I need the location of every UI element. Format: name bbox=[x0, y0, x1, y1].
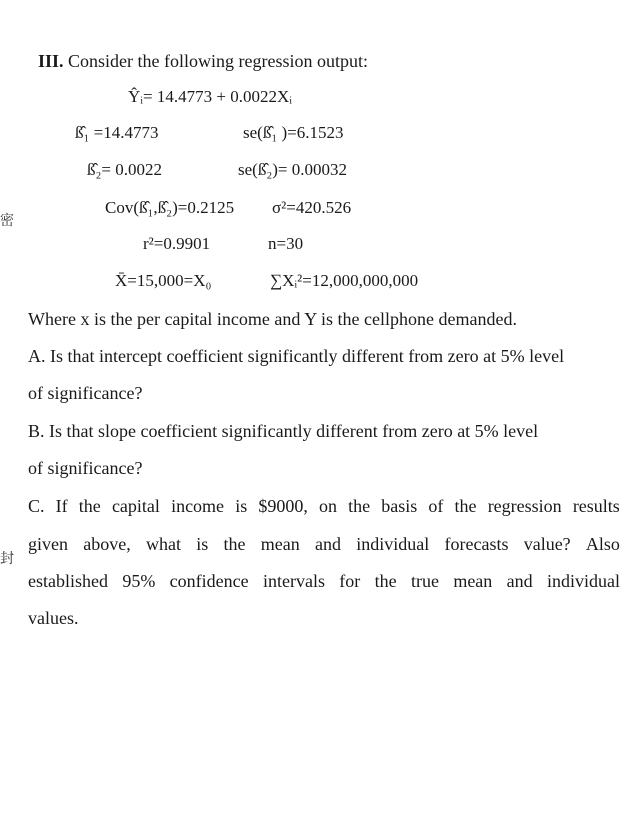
margin-mark-seal-2: 封 bbox=[0, 552, 14, 567]
word: for bbox=[339, 571, 361, 591]
part-c-line-2 bbox=[28, 533, 620, 555]
question-number: III. bbox=[38, 51, 64, 71]
word: the bbox=[374, 571, 397, 591]
word: on bbox=[318, 496, 337, 516]
word: value? bbox=[523, 534, 571, 554]
word: and bbox=[506, 571, 533, 591]
word: established bbox=[28, 571, 108, 591]
word: the bbox=[223, 534, 246, 554]
word: individual bbox=[546, 571, 620, 591]
word: is bbox=[235, 496, 248, 516]
word: income bbox=[171, 496, 225, 516]
word: individual bbox=[356, 534, 430, 554]
r-squared: r²=0.9901 bbox=[143, 234, 211, 253]
word: the bbox=[78, 496, 101, 516]
part-a-line-2: of significance? bbox=[28, 383, 143, 403]
word: the bbox=[454, 496, 477, 516]
part-c-line-1 bbox=[28, 495, 620, 517]
word: mean bbox=[260, 534, 300, 554]
part-b-line-1: B. Is that slope coefficient significantly different from zero at 5% level bbox=[28, 421, 539, 441]
word: 95% bbox=[122, 571, 156, 591]
regression-equation: Ŷᵢ= 14.4773 + 0.0022Xᵢ bbox=[128, 87, 293, 106]
word: $9000, bbox=[258, 496, 308, 516]
word: basis bbox=[381, 496, 418, 516]
word: regression bbox=[487, 496, 562, 516]
x-bar: X̄=15,000=X₀ bbox=[115, 271, 212, 290]
word: C. bbox=[28, 496, 45, 516]
word: forecasts bbox=[444, 534, 509, 554]
intercept-estimate: ß̂₁ =14.4773 bbox=[75, 123, 159, 142]
word: given bbox=[28, 534, 68, 554]
slope-estimate: ß̂₂= 0.0022 bbox=[87, 160, 163, 179]
part-b-line-2: of significance? bbox=[28, 458, 143, 478]
word: Also bbox=[585, 534, 620, 554]
word: what bbox=[145, 534, 181, 554]
margin-mark-seal: 密 bbox=[0, 214, 14, 229]
word: mean bbox=[453, 571, 493, 591]
word: If bbox=[55, 496, 68, 516]
word: true bbox=[410, 571, 439, 591]
intercept-standard-error: se(ß̂₁ )=6.1523 bbox=[243, 123, 344, 142]
covariance: Cov(ß̂₁,ß̂₂)=0.2125 bbox=[105, 198, 235, 217]
word: is bbox=[196, 534, 209, 554]
question-intro: Consider the following regression output: bbox=[68, 51, 368, 71]
word: capital bbox=[111, 496, 160, 516]
word: confidence bbox=[169, 571, 249, 591]
word: and bbox=[314, 534, 341, 554]
word: above, bbox=[83, 534, 131, 554]
question-heading bbox=[38, 50, 368, 72]
part-a-line-1: A. Is that intercept coefficient significantly different from zero at 5% level bbox=[28, 346, 565, 366]
word: results bbox=[572, 496, 620, 516]
word: the bbox=[348, 496, 371, 516]
word: intervals bbox=[262, 571, 325, 591]
error-variance: σ²=420.526 bbox=[272, 198, 352, 217]
sample-size: n=30 bbox=[268, 234, 304, 253]
part-c-line-4: values. bbox=[28, 608, 79, 628]
sum-x-squared: ∑Xᵢ²=12,000,000,000 bbox=[270, 271, 419, 290]
part-c-line-3 bbox=[28, 570, 620, 592]
word: of bbox=[428, 496, 444, 516]
slope-standard-error: se(ß̂₂)= 0.00032 bbox=[238, 160, 347, 179]
variable-description: Where x is the per capital income and Y is the cellphone demanded. bbox=[28, 309, 517, 329]
